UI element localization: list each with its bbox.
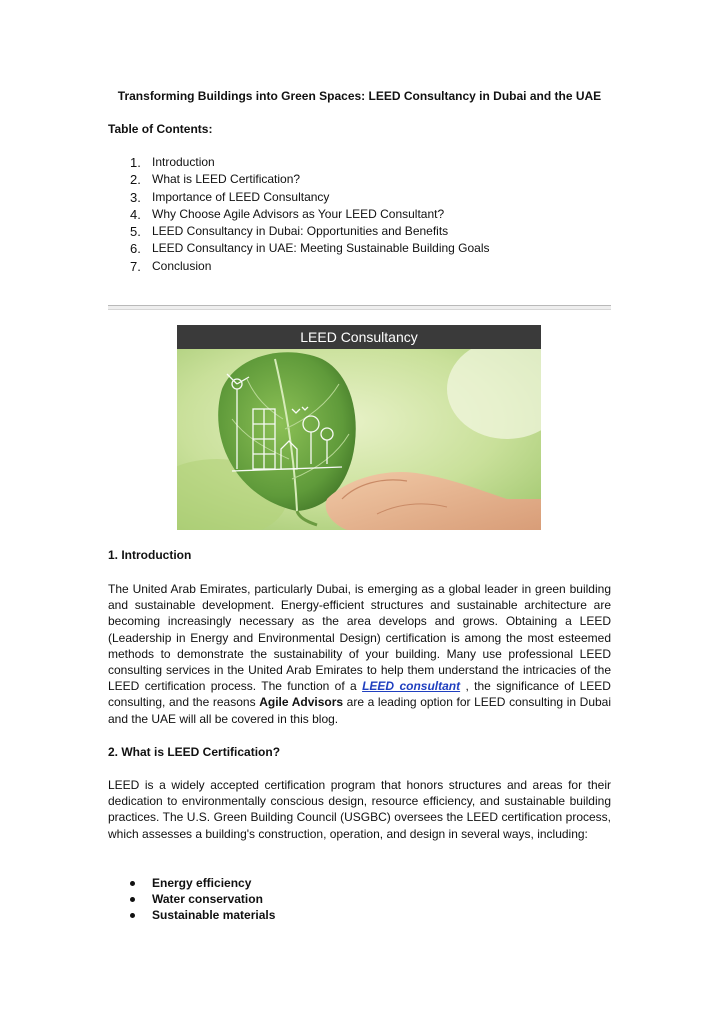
- toc-item-label: Why Choose Agile Advisors as Your LEED Consultant?: [152, 206, 445, 221]
- toc-item-number: 6.: [130, 241, 141, 257]
- toc-item: [108, 206, 611, 223]
- toc-item-number: 1.: [130, 155, 141, 170]
- toc-item-number: 2.: [130, 172, 141, 188]
- section-heading-what-is-leed: 2. What is LEED Certification?: [108, 745, 281, 759]
- leed-consultant-link[interactable]: LEED consultant: [362, 679, 461, 694]
- toc-item: [108, 223, 611, 240]
- list-item-label: Water conservation: [152, 892, 263, 907]
- toc-item-label: Importance of LEED Consultancy: [152, 189, 330, 204]
- toc-item: [108, 240, 611, 257]
- paragraph-text: are a leading option for LEED consulting in Dubai and the UAE will all be covered in this blog.: [108, 695, 612, 726]
- leaf-in-hand-illustration: [177, 349, 541, 530]
- toc-item-label: LEED Consultancy in Dubai: Opportunities and Benefits: [152, 224, 449, 239]
- leed-certification-paragraph: LEED is a widely accepted certification program that honors structures and areas for their dedication to environmentally conscious design, resource efficiency, and sustainable building practices. The U.S. Green Building Council (USGBC) oversees the LEED certification process, which assesses a building's construction, operation, and design in several ways, including:: [108, 778, 611, 841]
- section-heading-introduction: 1. Introduction: [108, 548, 192, 562]
- introduction-paragraph: [108, 581, 611, 727]
- list-item: [108, 891, 611, 907]
- toc-item: [108, 154, 611, 171]
- bullet-icon: [130, 897, 135, 902]
- toc-item-label: Introduction: [152, 155, 215, 169]
- bullet-icon: [130, 913, 135, 918]
- toc-heading: Table of Contents:: [108, 122, 213, 136]
- paragraph-text: , the significance of LEED consulting, and the reasons: [108, 679, 611, 710]
- list-item: [108, 875, 611, 891]
- list-item: [108, 907, 611, 923]
- leed-criteria-list: [108, 875, 611, 924]
- image-banner: LEED Consultancy: [177, 325, 541, 349]
- agile-advisors-text: Agile Advisors: [259, 695, 344, 710]
- bullet-icon: [130, 881, 135, 886]
- toc-item: [108, 171, 611, 188]
- toc-item: [108, 258, 611, 275]
- toc-item-label: Conclusion: [152, 258, 212, 273]
- document-title: Transforming Buildings into Green Spaces: LEED Consultancy in Dubai and the UAE: [117, 89, 602, 103]
- toc-item-number: 4.: [130, 206, 141, 222]
- toc-item-label: LEED Consultancy in UAE: Meeting Sustainable Building Goals: [152, 241, 490, 256]
- toc-item-number: 7.: [130, 258, 141, 274]
- toc-item-label: What is LEED Certification?: [152, 172, 301, 187]
- list-item-label: Energy efficiency: [152, 876, 252, 890]
- toc-item: [108, 189, 611, 206]
- toc-item-number: 5.: [130, 224, 141, 240]
- table-of-contents: [108, 154, 611, 275]
- list-item-label: Sustainable materials: [152, 908, 276, 923]
- leed-consultancy-image: [177, 325, 541, 530]
- paragraph-text: The United Arab Emirates, particularly Dubai, is emerging as a global leader in green building and sustainable development. Energy-efficient structures and sustainable architecture are becoming increasingly necessary as the area develops and grows. Obtaining a LEED (Leadership in Energy and Environmental Design) certification is among the most esteemed methods to demonstrate the sustainability of your building. Many use professional LEED consulting services in the United Arab Emirates to help them understand the intricacies of the LEED certification process. The function of a: [108, 582, 611, 694]
- section-divider: [108, 305, 611, 310]
- toc-item-number: 3.: [130, 189, 141, 205]
